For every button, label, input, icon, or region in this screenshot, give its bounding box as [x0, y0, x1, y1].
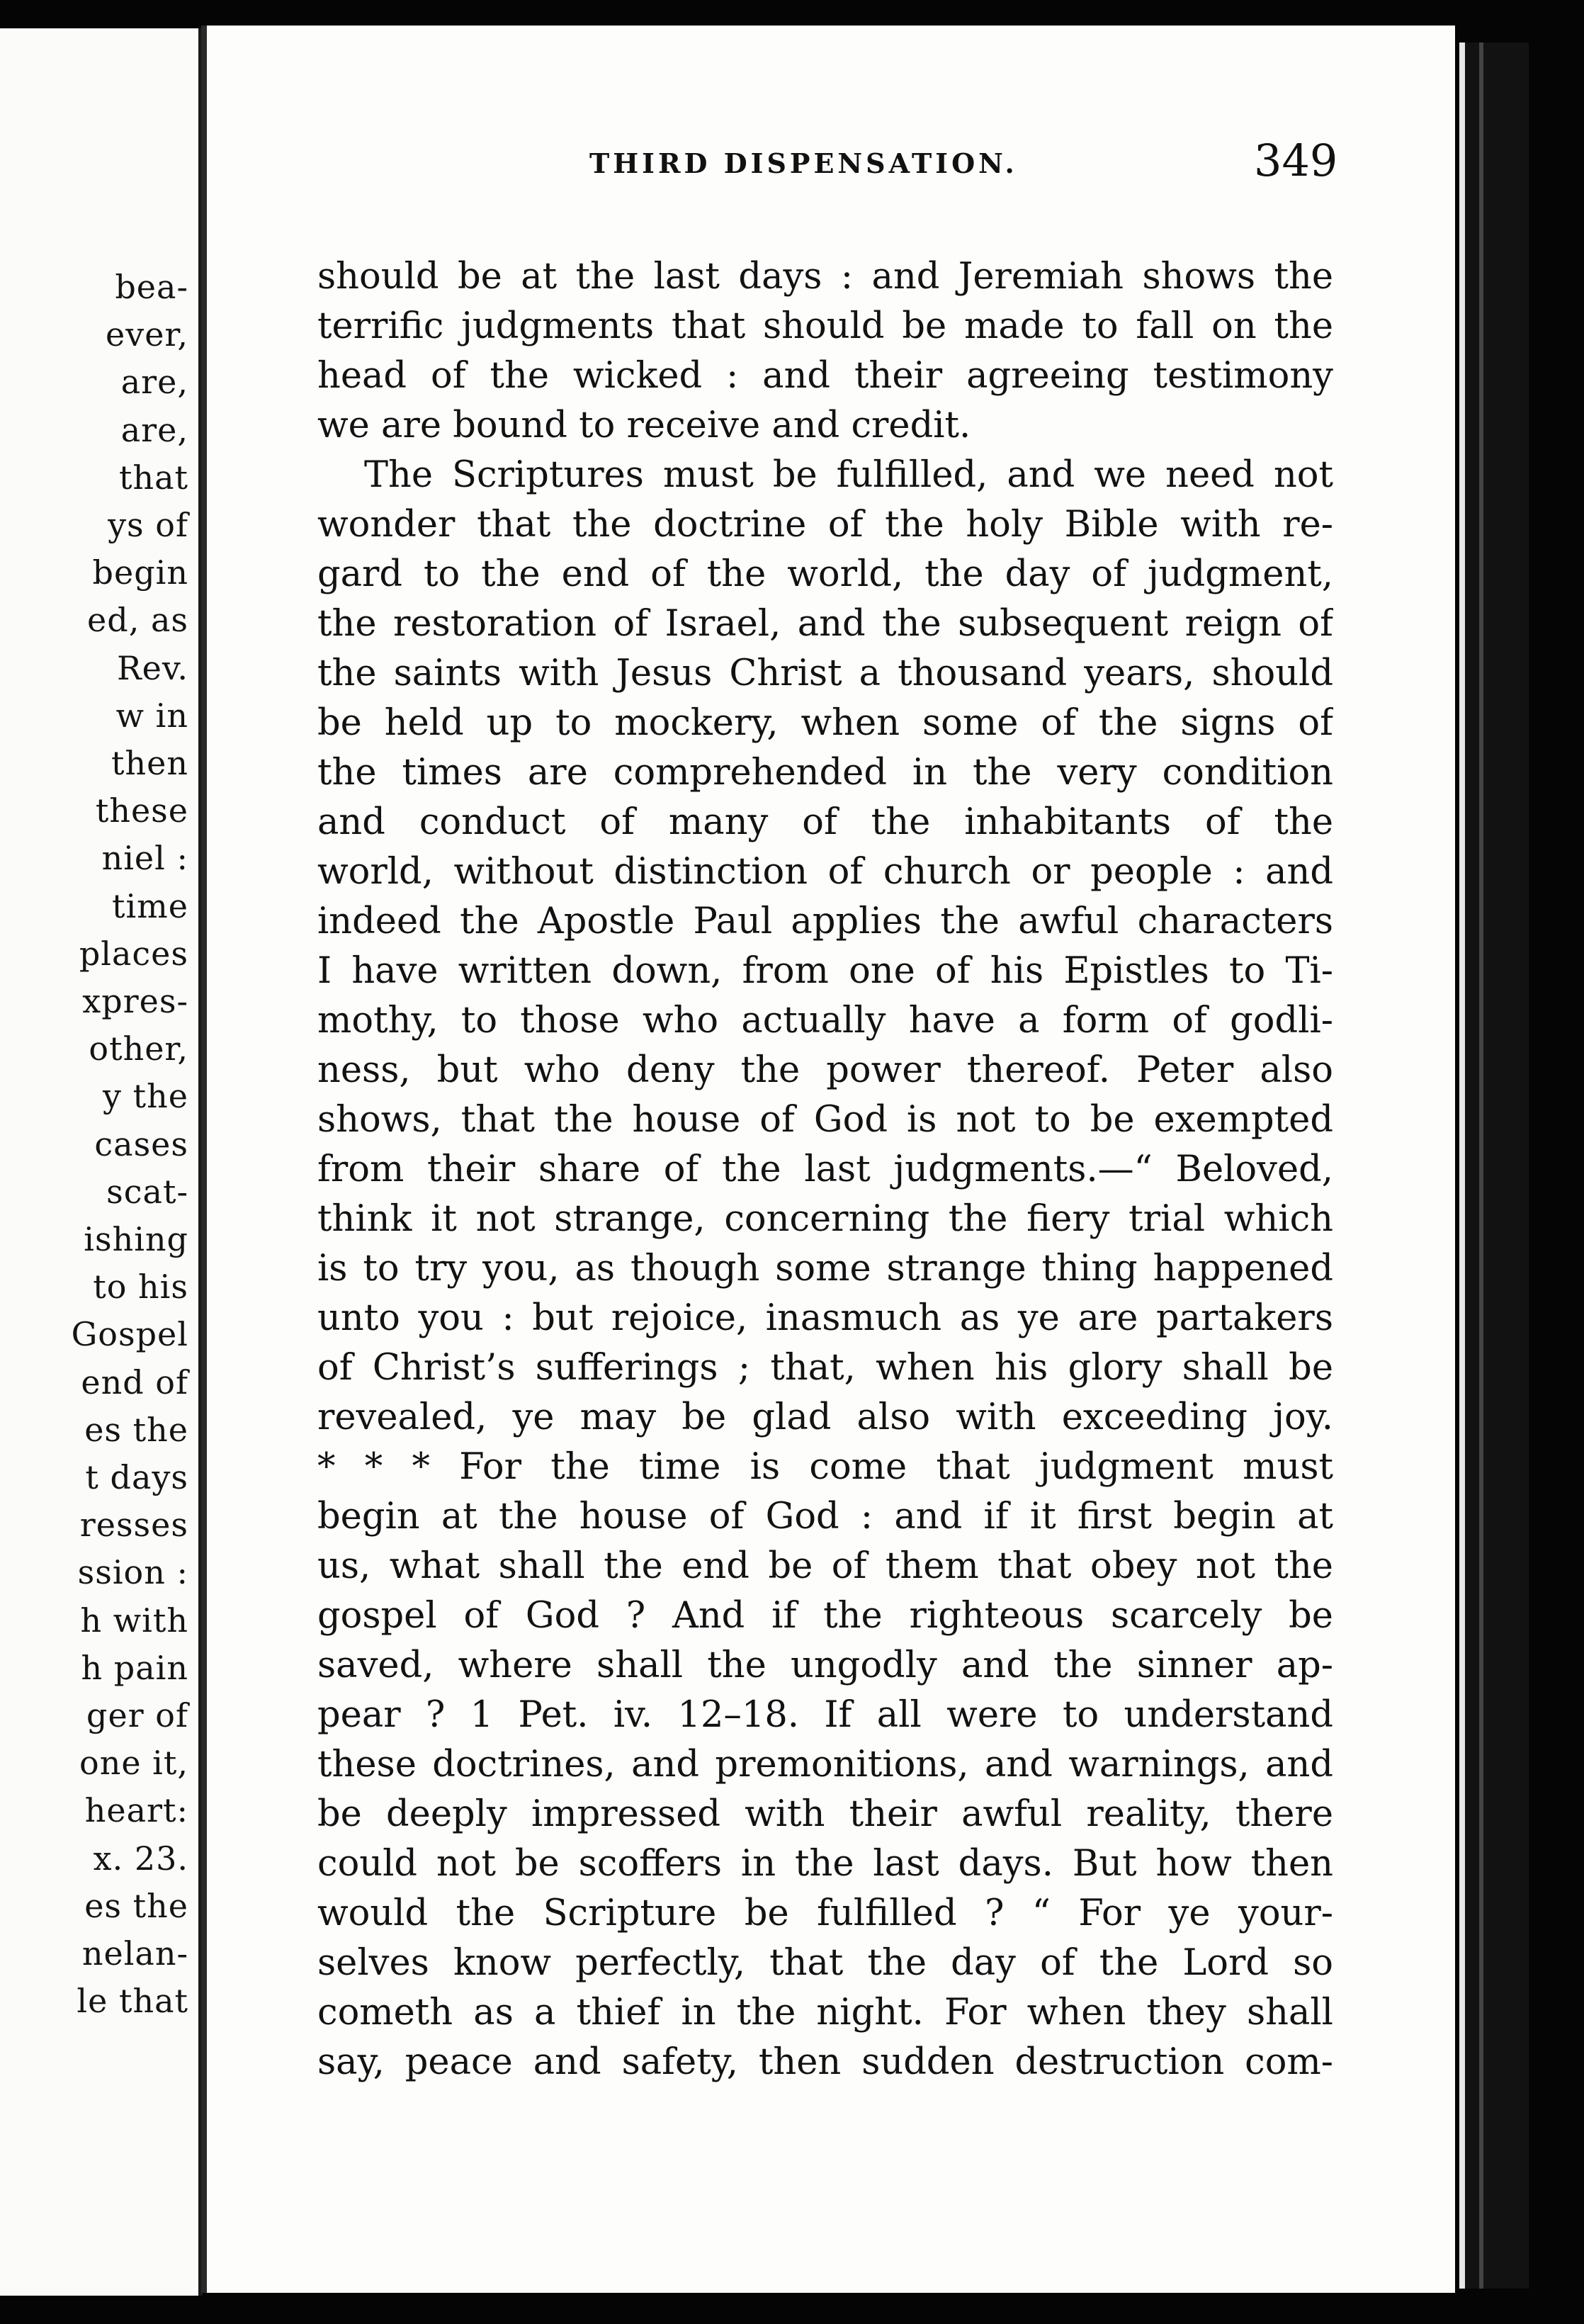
left-page-line: es the	[84, 1886, 188, 1925]
body-line: be deeply impressed with their awful reality, there	[317, 1793, 1333, 1835]
body-line: is to try you, as though some strange thing happened	[317, 1248, 1333, 1290]
left-page-line: that	[118, 458, 188, 497]
left-page-line: cases	[94, 1124, 188, 1163]
left-page-line: scat-	[106, 1172, 188, 1211]
body-line: these doctrines, and premonitions, and warnings, and	[317, 1744, 1333, 1786]
body-text	[317, 252, 1333, 2087]
left-page-line: heart:	[84, 1791, 188, 1830]
left-page-fragment	[0, 28, 203, 2296]
page-edge-shadow	[1459, 43, 1529, 2289]
left-page-line: are,	[120, 363, 188, 402]
right-page	[201, 26, 1455, 2293]
left-page-line: x. 23.	[93, 1839, 188, 1878]
body-line: * * * For the time is come that judgment must	[317, 1446, 1333, 1488]
left-page-line: places	[79, 934, 188, 973]
body-line: say, peace and safety, then sudden destruction com-	[317, 2041, 1333, 2083]
body-line: and conduct of many of the inhabitants of the	[317, 801, 1333, 843]
body-line: pear ? 1 Pet. iv. 12–18. If all were to understand	[317, 1694, 1333, 1736]
body-line: from their share of the last judgments.—“ Beloved,	[317, 1149, 1333, 1190]
body-line: be held up to mockery, when some of the signs of	[317, 702, 1333, 744]
body-line: should be at the last days : and Jeremiah shows the	[317, 256, 1333, 298]
left-page-line: h pain	[81, 1648, 188, 1687]
left-page-line: t days	[85, 1458, 188, 1496]
left-page-line: ever,	[106, 315, 188, 354]
left-page-line: Gospel	[71, 1315, 188, 1354]
left-page-line: ger of	[86, 1696, 188, 1734]
body-line: of Christ’s sufferings ; that, when his glory shall be	[317, 1347, 1333, 1389]
left-page-line: one it,	[79, 1744, 188, 1783]
left-page-line: le that	[77, 1982, 188, 2021]
left-page-line: niel :	[101, 839, 188, 878]
body-line: world, without distinction of church or people : and	[317, 851, 1333, 893]
body-line: begin at the house of God : and if it first begin at	[317, 1496, 1333, 1538]
body-line: us, what shall the end be of them that obey not the	[317, 1545, 1333, 1587]
left-page-line: begin	[92, 553, 188, 592]
left-page-line: ishing	[84, 1220, 188, 1258]
left-page-line: are,	[120, 410, 188, 449]
body-line: selves know perfectly, that the day of the Lord so	[317, 1942, 1333, 1984]
body-line: unto you : but rejoice, inasmuch as ye are partakers	[317, 1297, 1333, 1339]
body-line: terrific judgments that should be made to fall on the	[317, 305, 1333, 347]
left-page-line: time	[111, 886, 188, 925]
body-line: the times are comprehended in the very condition	[317, 752, 1333, 794]
left-page-line: resses	[79, 1506, 188, 1545]
body-line: indeed the Apostle Paul applies the awful characters	[317, 901, 1333, 942]
body-line: The Scriptures must be fulfilled, and we need not	[364, 454, 1333, 496]
body-line: would the Scripture be fulfilled ? “ For ye your-	[317, 1893, 1333, 1934]
body-line: the restoration of Israel, and the subsequent reign of	[317, 603, 1333, 645]
body-line: mothy, to those who actually have a form of godli-	[317, 1000, 1333, 1042]
body-line: head of the wicked : and their agreeing testimony	[317, 355, 1333, 397]
left-page-line: end of	[81, 1363, 188, 1401]
left-page-line: ys of	[108, 506, 188, 544]
body-line: ness, but who deny the power thereof. Peter also	[317, 1049, 1333, 1091]
body-line: gard to the end of the world, the day of judgment,	[317, 553, 1333, 595]
left-page-line: w in	[115, 696, 188, 735]
body-line: revealed, ye may be glad also with exceeding joy.	[317, 1397, 1333, 1438]
body-line: gospel of God ? And if the righteous scarcely be	[317, 1595, 1333, 1637]
body-line: shows, that the house of God is not to be exempted	[317, 1099, 1333, 1141]
body-line: saved, where shall the ungodly and the sinner ap-	[317, 1645, 1333, 1686]
left-page-line: y the	[103, 1077, 188, 1116]
body-line: could not be scoffers in the last days. But how then	[317, 1843, 1333, 1885]
left-page-line: these	[95, 791, 188, 830]
left-page-line: xpres-	[82, 982, 188, 1020]
body-line: I have written down, from one of his Epistles to Ti-	[317, 950, 1333, 992]
left-page-line: ed, as	[87, 601, 188, 640]
left-page-line: ssion :	[77, 1553, 188, 1592]
body-line: we are bound to receive and credit.	[317, 405, 971, 446]
left-page-line: h with	[80, 1601, 188, 1640]
body-line: think it not strange, concerning the fiery trial which	[317, 1198, 1333, 1240]
running-header	[207, 132, 1455, 188]
left-page-line: to his	[93, 1268, 188, 1307]
body-line: wonder that the doctrine of the holy Bible with re-	[317, 504, 1333, 546]
body-line: the saints with Jesus Christ a thousand years, should	[317, 653, 1333, 694]
left-page-line: other,	[89, 1030, 188, 1068]
left-page-line: then	[111, 744, 188, 782]
running-title: THIRD DISPENSATION.	[589, 147, 1018, 179]
page-number: 349	[1254, 135, 1338, 186]
left-page-line: Rev.	[116, 648, 188, 687]
body-line: cometh as a thief in the night. For when they shall	[317, 1992, 1333, 2034]
left-page-line: nelan-	[81, 1934, 188, 1973]
left-page-line: es the	[84, 1410, 188, 1449]
left-page-line: bea-	[115, 268, 188, 306]
